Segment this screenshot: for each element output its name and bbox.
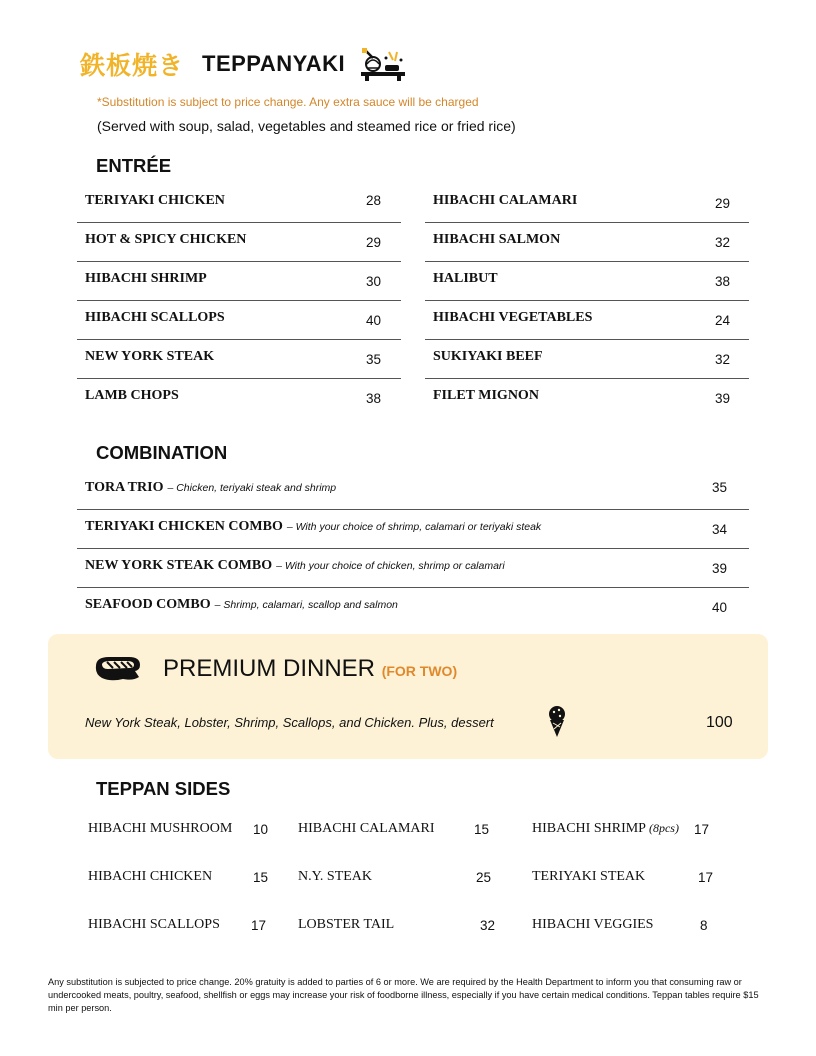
item-price: 39 xyxy=(712,561,728,576)
side-item-label: HIBACHI SHRIMP xyxy=(532,821,646,836)
side-item-price: 15 xyxy=(474,822,490,837)
ice-cream-icon xyxy=(546,704,568,738)
combo-description: – Chicken, teriyaki steak and shrimp xyxy=(167,482,337,494)
item-price: 39 xyxy=(715,391,731,406)
japanese-title: 鉄板焼き xyxy=(80,51,185,80)
premium-title xyxy=(163,655,457,683)
list-item xyxy=(77,379,401,418)
entree-title: ENTRÉE xyxy=(96,155,172,176)
premium-subtitle: (FOR TWO) xyxy=(381,663,458,679)
item-name: HIBACHI CALAMARI xyxy=(433,193,578,208)
premium-dinner-panel xyxy=(48,634,768,759)
list-item xyxy=(425,379,749,418)
premium-price: 100 xyxy=(706,714,733,731)
item-price: 29 xyxy=(715,196,731,211)
item-name xyxy=(85,519,541,535)
list-item xyxy=(425,223,749,262)
item-price: 35 xyxy=(712,480,728,495)
side-item-name: HIBACHI SCALLOPS xyxy=(88,917,220,932)
item-name: SUKIYAKI BEEF xyxy=(433,349,543,364)
list-item xyxy=(77,340,401,379)
footer-disclaimer: Any substitution is subjected to price change. 20% gratuity is added to parties of 6 or more. We are required by the Health Department to inform you that consuming raw or undercooked meats, poultry, seafood, shellfish or eggs may increase your risk of foodborne illness, especially if you have certain medical conditions. Teppan tables require $15 min per person. xyxy=(48,977,759,1013)
entree-left-column xyxy=(77,184,401,418)
list-item xyxy=(77,184,401,223)
teppanyaki-grill-icon xyxy=(359,46,407,82)
side-item-note: (8pcs) xyxy=(648,821,679,835)
item-price: 38 xyxy=(715,274,731,289)
side-item-price: 10 xyxy=(253,822,269,837)
menu-header xyxy=(80,44,407,84)
item-price: 32 xyxy=(715,352,731,367)
item-price: 35 xyxy=(366,352,382,367)
combo-description: – With your choice of chicken, shrimp or calamari xyxy=(276,560,505,572)
side-item-price: 32 xyxy=(480,918,496,933)
combination-list xyxy=(77,471,749,627)
list-item xyxy=(77,262,401,301)
item-name: NEW YORK STEAK xyxy=(85,349,215,364)
item-name: LAMB CHOPS xyxy=(85,388,179,403)
combo-name: TORA TRIO xyxy=(85,480,164,495)
item-name: HIBACHI SCALLOPS xyxy=(85,310,225,325)
steak-icon xyxy=(93,653,143,683)
side-item-name: HIBACHI VEGGIES xyxy=(532,917,654,932)
combo-name: NEW YORK STEAK COMBO xyxy=(85,558,273,573)
item-price: 40 xyxy=(366,313,382,328)
list-item xyxy=(77,549,749,588)
list-item xyxy=(425,301,749,340)
side-item-name: LOBSTER TAIL xyxy=(298,917,395,932)
served-with-note: (Served with soup, salad, vegetables and steamed rice or fried rice) xyxy=(97,118,516,134)
side-item-price: 15 xyxy=(253,870,269,885)
item-name: TERIYAKI CHICKEN xyxy=(85,193,225,208)
entree-right-column xyxy=(425,184,749,418)
combination-title: COMBINATION xyxy=(96,442,228,463)
item-name: FILET MIGNON xyxy=(433,388,539,403)
side-item-price: 25 xyxy=(476,870,492,885)
item-name: HOT & SPICY CHICKEN xyxy=(85,232,247,247)
item-price: 38 xyxy=(366,391,382,406)
item-price: 32 xyxy=(715,235,731,250)
item-price: 28 xyxy=(366,193,382,208)
substitution-note: *Substitution is subject to price change. Any extra sauce will be charged xyxy=(97,95,479,109)
item-price: 34 xyxy=(712,522,728,537)
item-price: 40 xyxy=(712,600,728,615)
premium-title-text: PREMIUM DINNER xyxy=(163,655,376,682)
item-name: HIBACHI SALMON xyxy=(433,232,561,247)
combo-name: SEAFOOD COMBO xyxy=(85,597,211,612)
side-item-price: 8 xyxy=(700,918,708,933)
side-item-name: HIBACHI MUSHROOM xyxy=(88,821,233,836)
list-item xyxy=(425,184,749,223)
list-item xyxy=(77,471,749,510)
item-name xyxy=(85,558,505,574)
side-item-name: TERIYAKI STEAK xyxy=(532,869,646,884)
side-item-name: HIBACHI CHICKEN xyxy=(88,869,213,884)
list-item xyxy=(77,588,749,627)
item-name xyxy=(85,597,398,613)
page-title: TEPPANYAKI xyxy=(202,51,346,76)
combo-name: TERIYAKI CHICKEN COMBO xyxy=(85,519,283,534)
list-item xyxy=(77,510,749,549)
side-item-price: 17 xyxy=(251,918,267,933)
teppan-sides-title: TEPPAN SIDES xyxy=(96,778,231,799)
side-item-name xyxy=(532,821,679,837)
combo-description: – With your choice of shrimp, calamari or teriyaki steak xyxy=(286,521,542,533)
item-price: 29 xyxy=(366,235,382,250)
item-name: HIBACHI SHRIMP xyxy=(85,271,207,286)
side-item-price: 17 xyxy=(694,822,710,837)
premium-description: New York Steak, Lobster, Shrimp, Scallops, and Chicken. Plus, dessert xyxy=(85,715,494,730)
item-price: 24 xyxy=(715,313,731,328)
item-price: 30 xyxy=(366,274,382,289)
side-item-name: N.Y. STEAK xyxy=(298,869,373,884)
combo-description: – Shrimp, calamari, scallop and salmon xyxy=(214,599,398,611)
side-item-name: HIBACHI CALAMARI xyxy=(298,821,435,836)
list-item xyxy=(77,301,401,340)
list-item xyxy=(77,223,401,262)
list-item xyxy=(425,262,749,301)
item-name: HALIBUT xyxy=(433,271,498,286)
item-name xyxy=(85,480,336,496)
side-item-price: 17 xyxy=(698,870,714,885)
list-item xyxy=(425,340,749,379)
item-name: HIBACHI VEGETABLES xyxy=(433,310,593,325)
